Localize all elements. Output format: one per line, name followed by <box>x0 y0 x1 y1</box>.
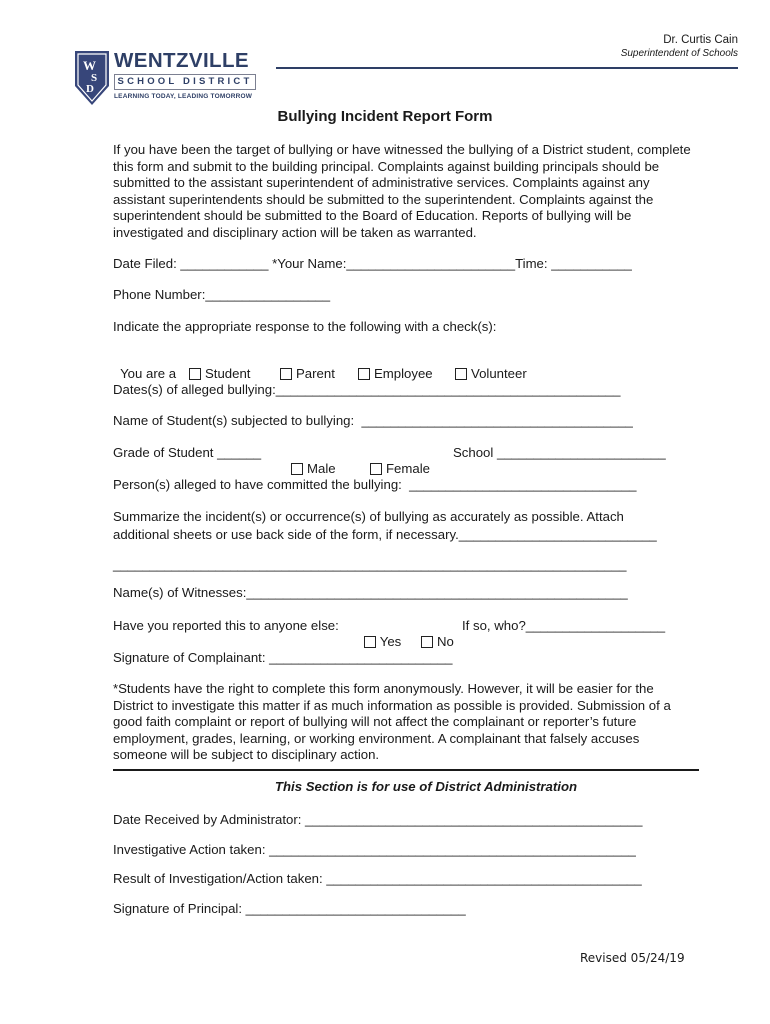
no-checkbox[interactable] <box>421 636 433 648</box>
no-label: No <box>437 634 454 649</box>
district-logo <box>74 50 264 106</box>
revised-date: Revised 05/24/19 <box>580 951 685 965</box>
student-checkbox[interactable] <box>189 368 201 380</box>
volunteer-label: Volunteer <box>471 366 527 381</box>
role-row <box>113 350 176 382</box>
female-label: Female <box>386 461 430 476</box>
logo-name: WENTZVILLE <box>114 49 249 72</box>
role-volunteer[interactable] <box>448 350 527 382</box>
dates-alleged-field[interactable]: Dates(s) of alleged bullying:_______________________________________________ <box>113 382 621 397</box>
reported-no[interactable] <box>414 618 454 650</box>
employee-label: Employee <box>374 366 433 381</box>
school-field[interactable]: School _______________________ <box>453 445 666 460</box>
admin-section-title: This Section is for use of District Administration <box>274 779 578 794</box>
reported-label: Have you reported this to anyone else: <box>113 618 339 633</box>
header-divider <box>276 67 738 69</box>
logo-text <box>114 50 266 100</box>
you-are-label: You are a <box>120 366 177 381</box>
student-label: Student <box>205 366 251 381</box>
date-received-field[interactable]: Date Received by Administrator: ______________________________________________ <box>113 812 643 827</box>
if-so-who-field[interactable]: If so, who?___________________ <box>462 618 666 633</box>
anonymity-notice: *Students have the right to complete this form anonymously. However, it will be easier for the District to investigate this matter if as much information as possible is provided. Submission of a good faith complaint or report of bullying will not affect the complainant or reporter’s future employment, grades, learning, or working environment. A complainant that falsely accuses someone will be subject to disciplinary action. <box>113 681 671 762</box>
signature-principal-field[interactable]: Signature of Principal: ______________________________ <box>113 901 466 916</box>
parent-checkbox[interactable] <box>280 368 292 380</box>
summarize-field[interactable]: additional sheets or use back side of the form, if necessary.___________________________ <box>113 527 657 542</box>
form-title: Bullying Incident Report Form <box>277 108 493 125</box>
date-name-time-field[interactable]: Date Filed: ____________ *Your Name:_______________________Time: ___________ <box>113 256 632 271</box>
admin-section-divider <box>113 769 699 771</box>
signature-complainant-field[interactable]: Signature of Complainant: _________________________ <box>113 650 453 665</box>
student-subjected-field[interactable]: Name of Student(s) subjected to bullying: _____________________________________ <box>113 413 633 428</box>
role-student[interactable] <box>182 350 250 382</box>
gender-female[interactable] <box>363 445 430 477</box>
role-parent[interactable] <box>273 350 335 382</box>
shield-icon <box>74 50 110 106</box>
witnesses-field[interactable]: Name(s) of Witnesses:____________________________________________________ <box>113 585 628 600</box>
yes-checkbox[interactable] <box>364 636 376 648</box>
male-checkbox[interactable] <box>291 463 303 475</box>
persons-alleged-field[interactable]: Person(s) alleged to have committed the bullying: _______________________________ <box>113 477 637 492</box>
male-label: Male <box>307 461 336 476</box>
logo-tagline: LEARNING TODAY, LEADING TOMORROW <box>114 93 253 100</box>
svg-text:W: W <box>83 58 96 73</box>
svg-text:D: D <box>86 83 94 95</box>
superintendent-title: Superintendent of Schools <box>620 48 738 59</box>
yes-label: Yes <box>379 634 402 649</box>
result-field[interactable]: Result of Investigation/Action taken: ___________________________________________ <box>113 871 642 886</box>
role-employee[interactable] <box>351 350 433 382</box>
parent-label: Parent <box>296 366 335 381</box>
svg-text:S: S <box>91 72 98 84</box>
indicate-instruction: Indicate the appropriate response to the following with a check(s): <box>113 319 497 334</box>
reported-yes[interactable] <box>357 618 401 650</box>
summary-extra-line[interactable]: ______________________________________________________________________ <box>113 557 627 572</box>
superintendent-name: Dr. Curtis Cain <box>663 34 738 46</box>
female-checkbox[interactable] <box>370 463 382 475</box>
summarize-instruction: Summarize the incident(s) or occurrence(s) of bullying as accurately as possible. Attach <box>113 509 624 524</box>
employee-checkbox[interactable] <box>358 368 370 380</box>
logo-subname: SCHOOL DISTRICT <box>114 74 256 90</box>
gender-male[interactable] <box>284 445 336 477</box>
intro-paragraph: If you have been the target of bullying or have witnessed the bullying of a District student, complete this form and submit to the building principal. Complaints against building principals should be submitted to the assistant superintendent of administrative services. Complaints against any assistant superintendents should be submitted to the superintendent. Complaints against the superintendent should be submitted to the Board of Education. Reports of bullying will be investigated and disciplinary action will be taken as warranted. <box>113 142 691 240</box>
volunteer-checkbox[interactable] <box>455 368 467 380</box>
phone-field[interactable]: Phone Number:_________________ <box>113 287 331 302</box>
investigative-action-field[interactable]: Investigative Action taken: __________________________________________________ <box>113 842 636 857</box>
grade-field[interactable]: Grade of Student ______ <box>113 445 262 460</box>
